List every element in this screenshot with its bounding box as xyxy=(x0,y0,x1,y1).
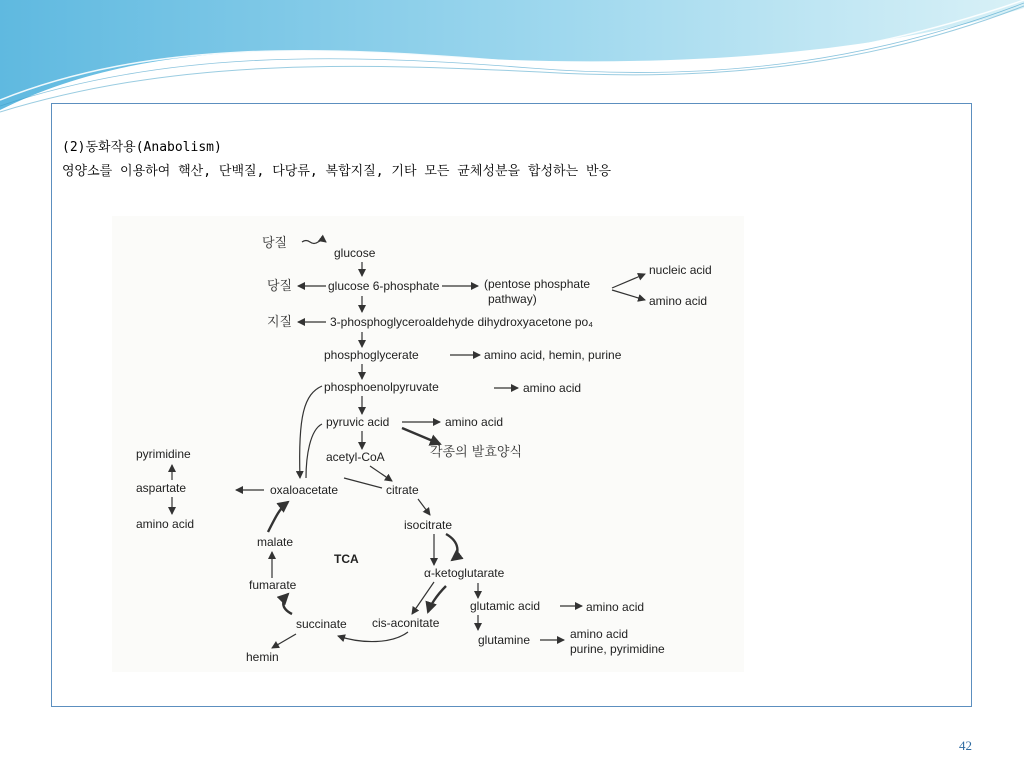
arrow-succinate-to-hemin xyxy=(272,634,296,648)
node-pentose-amino-acid: amino acid xyxy=(649,294,708,308)
header-wave-decoration xyxy=(0,0,1024,120)
line-oxaloacetate-to-citrate xyxy=(344,478,382,488)
node-aspartate: aspartate xyxy=(136,481,187,495)
arrow-sugar-to-glucose xyxy=(302,241,326,244)
anabolism-pathway-diagram xyxy=(112,216,744,672)
node-nucleic-acid: nucleic acid xyxy=(649,263,712,277)
arrow-ketoglutarate-branch xyxy=(428,586,446,612)
arrow-pyruvate-fermentation xyxy=(402,428,440,444)
tca-cis-aconitate: cis-aconitate xyxy=(372,616,440,630)
node-glutamine: glutamine xyxy=(478,633,531,647)
node-glutamic-acid: glutamic acid xyxy=(470,599,541,613)
node-acetyl-coa: acetyl-CoA xyxy=(326,450,385,464)
node-glucose: glucose xyxy=(334,246,376,260)
node-glutamine-amino-acid: amino acid xyxy=(570,627,629,641)
tca-oxaloacetate: oxaloacetate xyxy=(270,483,339,497)
arrow-succinate-to-fumarate xyxy=(283,594,292,614)
tca-citrate: citrate xyxy=(386,483,419,497)
node-pentose-pathway: pathway) xyxy=(488,292,537,306)
arrow-pentose-to-nucleic xyxy=(612,274,645,288)
node-phosphoenolpyruvate: phosphoenolpyruvate xyxy=(324,380,439,394)
node-glutamic-amino-acid: amino acid xyxy=(586,600,645,614)
node-pentose-phosphate: (pentose phosphate xyxy=(484,277,591,291)
page-number: 42 xyxy=(959,738,972,753)
label-sugar-2: 당질 xyxy=(267,279,293,294)
node-glutamine-purine-pyrimidine: purine, pyrimidine xyxy=(570,642,665,656)
arrow-pep-to-oxaloacetate xyxy=(300,386,322,478)
arrow-acetyl-to-citrate xyxy=(370,466,392,481)
node-phosphoglycerate: phosphoglycerate xyxy=(324,348,419,362)
node-glucose-6-phosphate: glucose 6-phosphate xyxy=(328,279,440,293)
node-phosphoglyceroaldehyde: 3-phosphoglyceroaldehyde dihydroxyacetone po₄ xyxy=(330,315,594,329)
slide-description: 영양소를 이용하여 핵산, 단백질, 다당류, 복합지질, 기타 모든 균체성분을 합성하는 반응 xyxy=(62,164,612,179)
tca-fumarate: fumarate xyxy=(249,578,297,592)
tca-malate: malate xyxy=(257,535,294,549)
node-amino-acid-left: amino acid xyxy=(136,517,195,531)
tca-ketoglutarate: α-ketoglutarate xyxy=(424,566,505,580)
line-pyruvate-to-oxaloacetate xyxy=(306,424,322,478)
label-lipid: 지질 xyxy=(267,315,293,330)
arrow-cis-aconitate-to-succinate xyxy=(338,632,408,642)
slide-heading: (2)동화작용(Anabolism) xyxy=(62,140,222,155)
node-pyruvate-amino-acid: amino acid xyxy=(445,415,504,429)
node-pyruvic-acid: pyruvic acid xyxy=(326,415,390,429)
node-hemin: hemin xyxy=(246,650,279,664)
arrow-citrate-to-isocitrate xyxy=(418,499,430,515)
tca-succinate: succinate xyxy=(296,617,347,631)
node-fermentation: 각종의 발효양식 xyxy=(430,445,523,460)
node-pga-products: amino acid, hemin, purine xyxy=(484,348,622,362)
arrow-isocitrate-branch xyxy=(446,534,457,560)
node-pyrimidine: pyrimidine xyxy=(136,447,191,461)
arrow-ketoglutarate-to-cis-aconitate xyxy=(412,582,434,614)
label-sugar-1: 당질 xyxy=(262,236,288,251)
arrow-pentose-to-amino xyxy=(612,290,645,300)
tca-center-label: TCA xyxy=(334,552,359,566)
arrow-malate-to-oxaloacetate xyxy=(268,502,288,532)
node-pep-amino-acid: amino acid xyxy=(523,381,582,395)
tca-isocitrate: isocitrate xyxy=(404,518,453,532)
